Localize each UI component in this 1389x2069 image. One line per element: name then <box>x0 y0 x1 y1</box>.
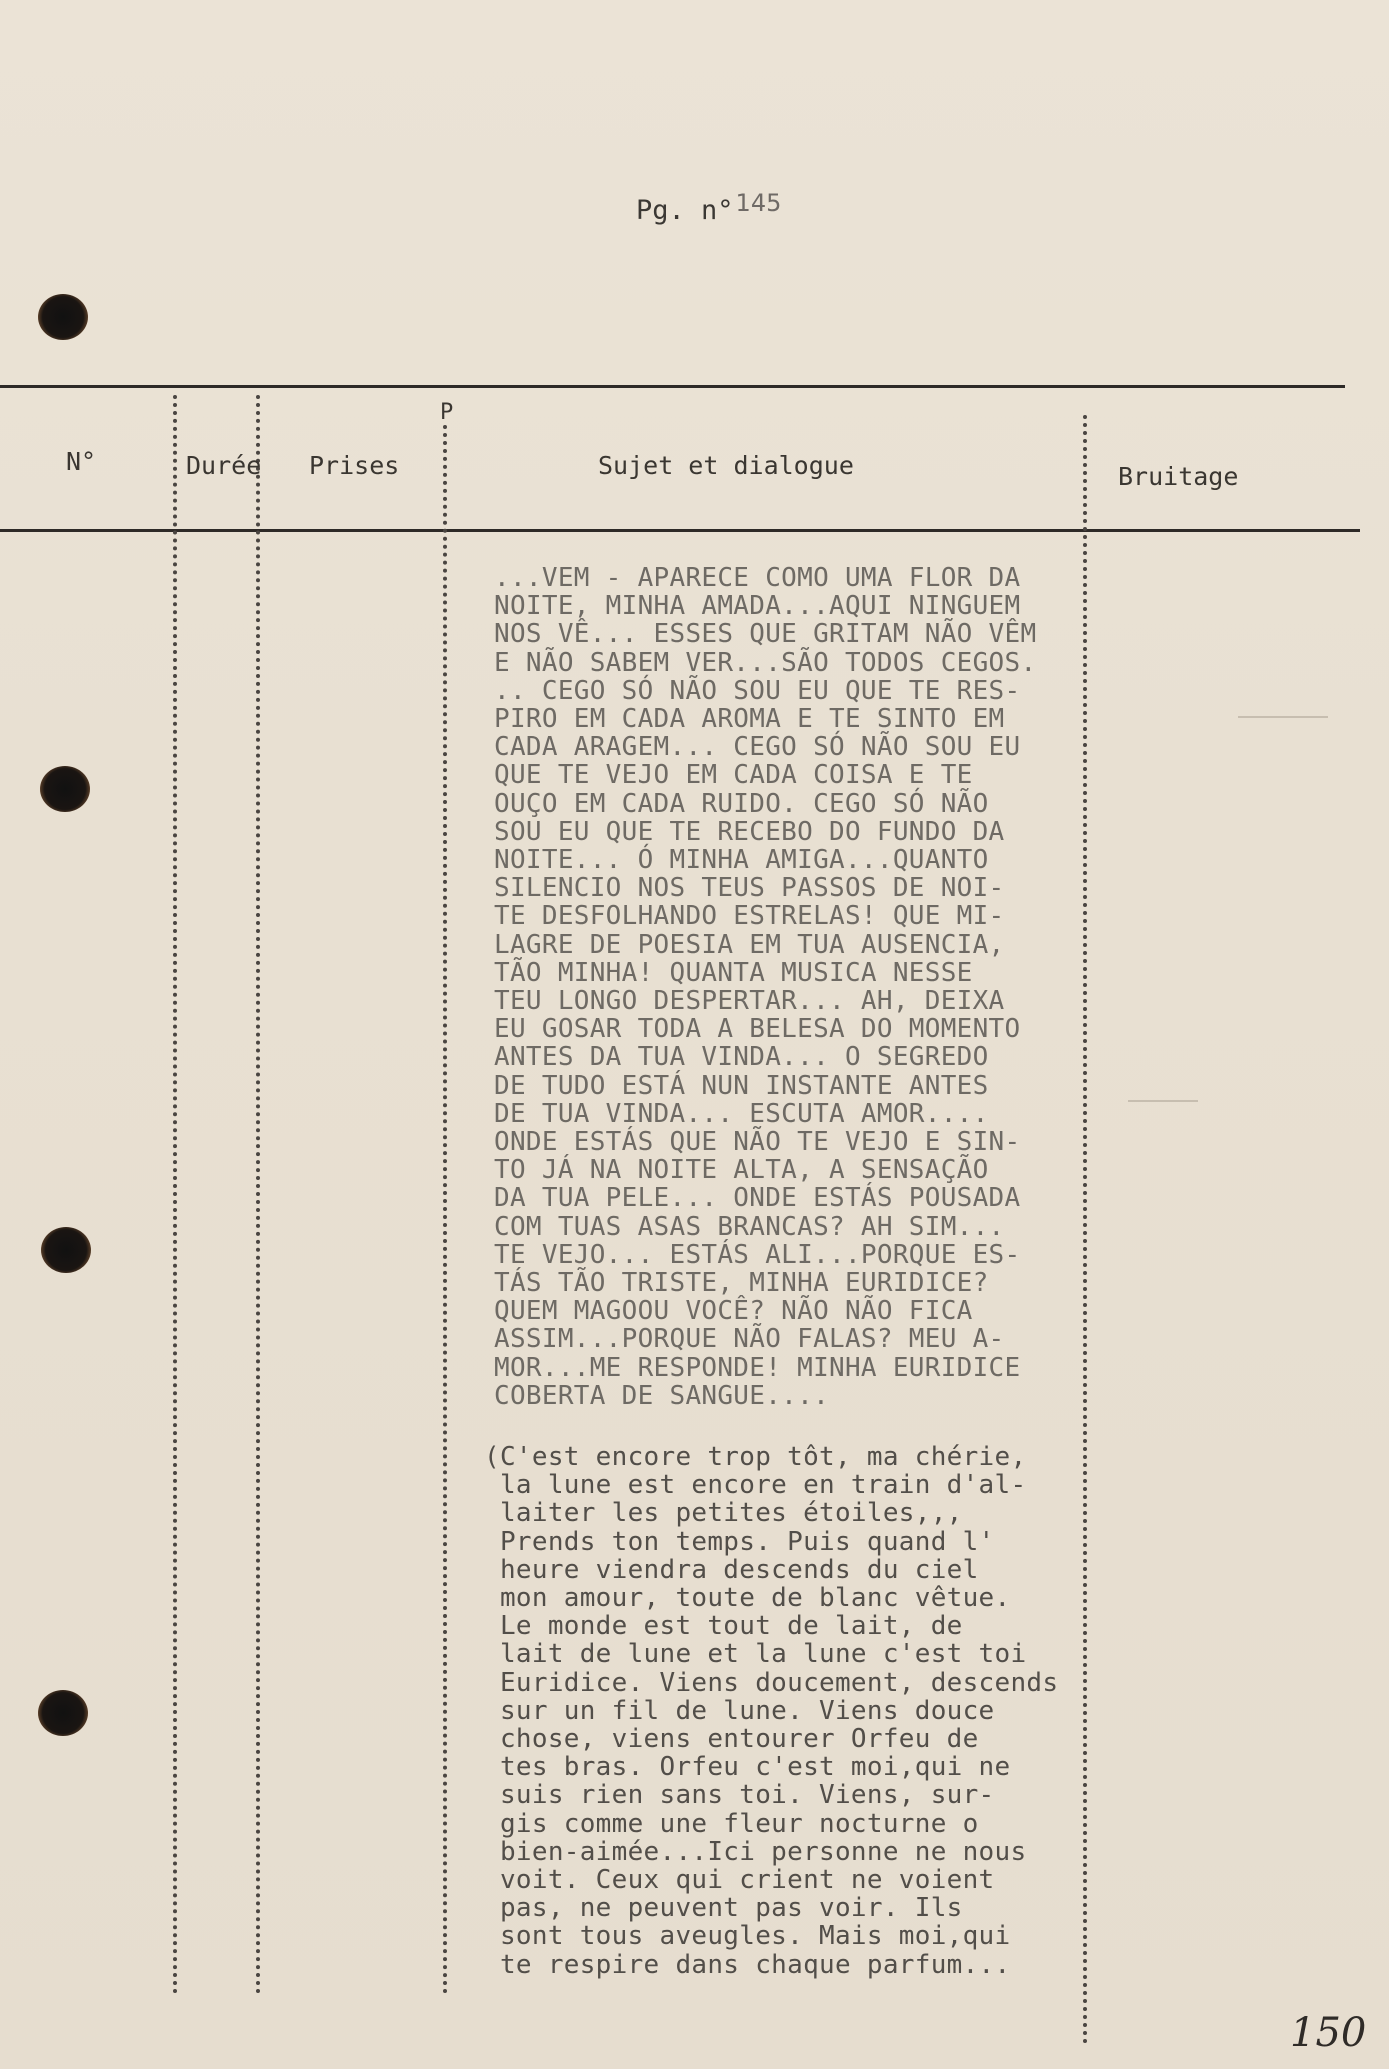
dialogue-line-pt: DA TUA PELE... ONDE ESTÁS POUSADA <box>494 1183 1021 1214</box>
dialogue-line-fr: Le monde est tout de lait, de <box>484 1611 963 1642</box>
dialogue-line-pt: TEU LONGO DESPERTAR... AH, DEIXA <box>494 986 1005 1017</box>
dialogue-line-fr: Euridice. Viens doucement, descends <box>484 1667 1059 1698</box>
corner-page-number: 150 <box>1290 2010 1367 2056</box>
column-header-p: P <box>440 400 454 425</box>
dialogue-line-pt: NOITE, MINHA AMADA...AQUI NINGUEM <box>494 591 1021 622</box>
page-number-prefix: Pg. n° <box>636 195 734 226</box>
dialogue-line-pt: NOS VÊ... ESSES QUE GRITAM NÃO VÊM <box>494 619 1037 650</box>
header-bottom-rule <box>0 529 1360 532</box>
dialogue-line-pt: ONDE ESTÁS QUE NÃO TE VEJO E SIN- <box>494 1127 1021 1158</box>
punch-hole <box>38 1690 88 1736</box>
dialogue-line-pt: ANTES DA TUA VINDA... O SEGREDO <box>494 1042 989 1073</box>
dialogue-line-pt: CADA ARAGEM... CEGO SÓ NÃO SOU EU <box>494 732 1021 763</box>
page-number-label <box>636 189 782 226</box>
dialogue-line-pt: TE DESFOLHANDO ESTRELAS! QUE MI- <box>494 901 1005 932</box>
dialogue-line-pt: DE TUA VINDA... ESCUTA AMOR.... <box>494 1098 989 1129</box>
dialogue-line-fr: voit. Ceux qui crient ne voient <box>484 1865 995 1896</box>
dialogue-line-fr: la lune est encore en train d'al- <box>484 1470 1027 1501</box>
dialogue-line-fr: pas, ne peuvent pas voir. Ils <box>484 1893 963 1924</box>
punch-hole <box>40 766 90 812</box>
dialogue-line-fr: sont tous aveugles. Mais moi,qui <box>484 1921 1011 1952</box>
dialogue-line-fr: tes bras. Orfeu c'est moi,qui ne <box>484 1752 1011 1783</box>
dialogue-line-fr: heure viendra descends du ciel <box>484 1554 979 1585</box>
dialogue-line-fr: sur un fil de lune. Viens douce <box>484 1695 995 1726</box>
dialogue-line-pt: E NÃO SABEM VER...SÃO TODOS CEGOS. <box>494 647 1037 678</box>
column-divider-no <box>173 395 177 1995</box>
column-header-bruitage: Bruitage <box>1118 462 1239 491</box>
dialogue-line-pt: TÃO MINHA! QUANTA MUSICA NESSE <box>494 957 973 988</box>
dialogue-line-pt: ASSIM...PORQUE NÃO FALAS? MEU A- <box>494 1324 1005 1355</box>
dialogue-line-pt: OUÇO EM CADA RUIDO. CEGO SÓ NÃO <box>494 788 989 819</box>
dialogue-line-pt: LAGRE DE POESIA EM TUA AUSENCIA, <box>494 929 1005 960</box>
dialogue-line-pt: QUE TE VEJO EM CADA COISA E TE <box>494 760 973 791</box>
dialogue-line-pt: PIRO EM CADA AROMA E TE SINTO EM <box>494 704 1005 735</box>
dialogue-line-pt: COBERTA DE SANGUE.... <box>494 1380 830 1411</box>
column-divider-prises <box>443 425 447 1995</box>
dialogue-line-fr: bien-aimée...Ici personne ne nous <box>484 1836 1027 1867</box>
dialogue-line-pt: SILENCIO NOS TEUS PASSOS DE NOI- <box>494 873 1005 904</box>
dialogue-line-fr: (C'est encore trop tôt, ma chérie, <box>484 1442 1027 1472</box>
column-divider-duree <box>256 395 260 1995</box>
column-header-prises: Prises <box>309 451 400 480</box>
dialogue-line-fr: gis comme une fleur nocturne o <box>484 1808 979 1839</box>
dialogue-line-pt: SOU EU QUE TE RECEBO DO FUNDO DA <box>494 816 1005 847</box>
dialogue-line-pt: TE VEJO... ESTÁS ALI...PORQUE ES- <box>494 1239 1021 1270</box>
ink-smudge <box>1128 1100 1198 1102</box>
dialogue-line-fr: Prends ton temps. Puis quand l' <box>484 1526 995 1557</box>
column-header-sujet: Sujet et dialogue <box>598 451 854 480</box>
punch-hole <box>41 1227 91 1273</box>
dialogue-line-pt: .. CEGO SÓ NÃO SOU EU QUE TE RES- <box>494 675 1021 706</box>
dialogue-line-fr: suis rien sans toi. Viens, sur- <box>484 1780 995 1811</box>
dialogue-line-fr: mon amour, toute de blanc vêtue. <box>484 1583 1011 1614</box>
page-number-handwritten: 145 <box>735 189 782 217</box>
dialogue-line-fr: te respire dans chaque parfum... <box>484 1949 1011 1980</box>
dialogue-line-pt: DE TUDO ESTÁ NUN INSTANTE ANTES <box>494 1070 989 1101</box>
dialogue-line-pt: TO JÁ NA NOITE ALTA, A SENSAÇÃO <box>494 1155 989 1186</box>
dialogue-line-fr: laiter les petites étoiles,,, <box>484 1498 963 1529</box>
dialogue-line-pt: QUEM MAGOOU VOCÊ? NÃO NÃO FICA <box>494 1296 973 1327</box>
dialogue-french <box>484 1443 1058 1979</box>
dialogue-portuguese <box>494 564 1036 1410</box>
dialogue-line-pt: EU GOSAR TODA A BELESA DO MOMENTO <box>494 1014 1021 1045</box>
punch-hole <box>38 294 88 340</box>
column-header-no: N° <box>66 447 97 476</box>
dialogue-line-fr: lait de lune et la lune c'est toi <box>484 1639 1027 1670</box>
dialogue-line-pt: NOITE... Ó MINHA AMIGA...QUANTO <box>494 845 989 876</box>
dialogue-line-fr: chose, viens entourer Orfeu de <box>484 1724 979 1755</box>
dialogue-line-pt: COM TUAS ASAS BRANCAS? AH SIM... <box>494 1211 1005 1242</box>
dialogue-line-pt: ...VEM - APARECE COMO UMA FLOR DA <box>494 563 1021 593</box>
column-divider-sujet <box>1083 415 1087 2045</box>
ink-smudge <box>1238 716 1328 718</box>
dialogue-line-pt: TÁS TÃO TRISTE, MINHA EURIDICE? <box>494 1268 989 1299</box>
dialogue-line-pt: MOR...ME RESPONDE! MINHA EURIDICE <box>494 1352 1021 1383</box>
column-header-duree: Durée <box>186 451 262 480</box>
header-top-rule <box>0 385 1345 388</box>
